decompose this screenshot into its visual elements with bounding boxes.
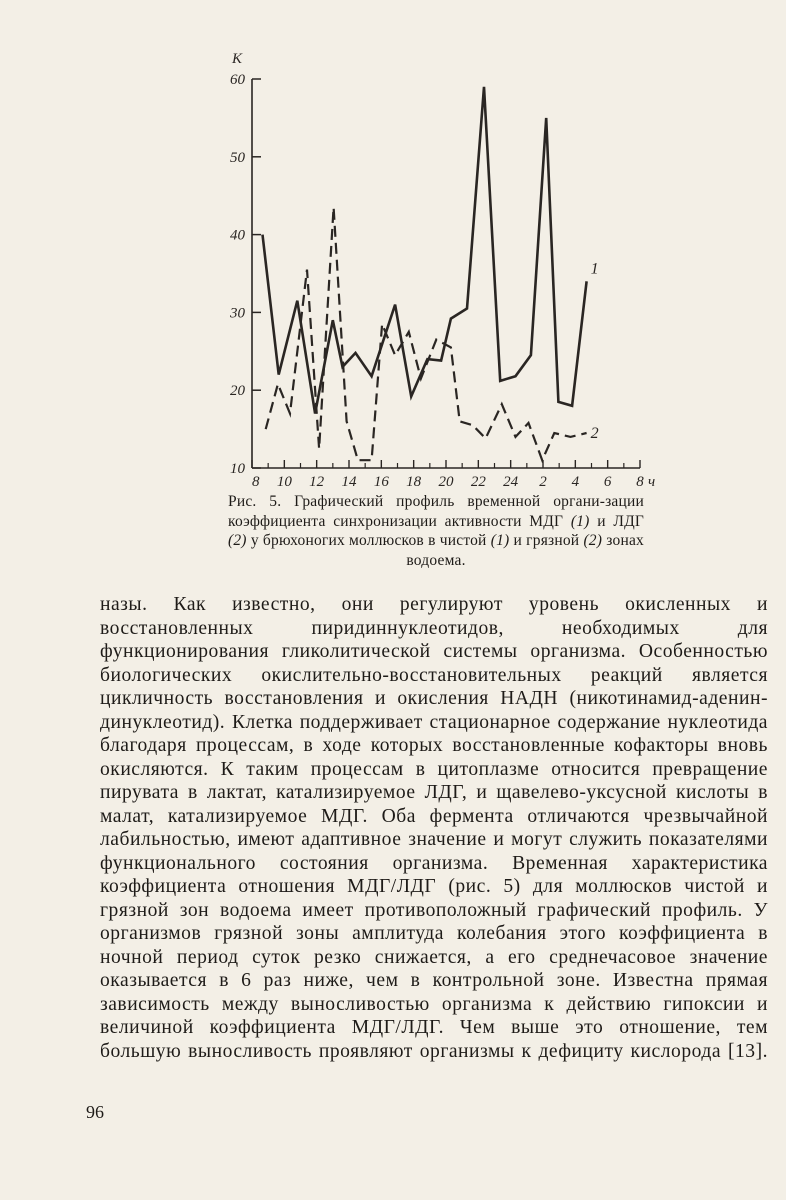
caption-part-4: у брюхоногих моллюсков в чистой — [246, 532, 491, 549]
x-tick-label: 18 — [406, 474, 422, 490]
y-tick-label: 10 — [230, 461, 245, 477]
series-1-label: 1 — [590, 260, 599, 278]
x-tick-label: 6 — [603, 474, 612, 490]
figure-5 — [0, 0, 786, 500]
caption-part-0: Рис. 5. Графический профиль временной органи-зации коэффициента синхронизации активности МДГ — [228, 493, 644, 530]
x-tick-label: 22 — [470, 474, 486, 490]
x-axis-unit: ч — [648, 474, 656, 490]
caption-part-2: и ЛДГ — [589, 512, 644, 530]
x-tick-label: 20 — [438, 474, 454, 490]
body-paragraph: назы. Как известно, они регулируют уровень окисленных и восстановленных пиридиннуклеотидов, необходимых для функционирования гликолитической системы организма. Особенностью биологических окислительно-восстановительных реакций является цикличность восстановления и окисления НАДН (никотинамид-аденин-динуклеотид). Клетка поддерживает стационарное содержание нуклеотида благодаря процессам, в ходе которых восстановленные кофакторы вновь окисляются. К таким процессам в цитоплазме относится превращение пирувата в лактат, катализируемое ЛДГ, и щавелево-уксусной кислоты в малат, катализируемое МДГ. Оба фермента отличаются чрезвычайной лабильностью, имеют адаптивное значение и могут служить показателями функционального состояния организма. Временная характеристика коэффициента отношения МДГ/ЛДГ (рис. 5) для моллюсков чистой и грязной зон водоема имеет противоположный графический профиль. У организмов грязной зоны амплитуда колебания этого коэффициента в ночной период суток резко снижается, а его среднечасовое значение оказывается в 6 раз ниже, чем в контрольной зоне. Известна прямая зависимость между выносливостью организма к действию гипоксии и величиной коэффициента МДГ/ЛДГ. Чем выше это отношение, тем большую выносливость проявляют организмы к дефициту кислорода [13]. — [100, 594, 768, 1062]
x-tick-label: 8 — [636, 474, 644, 490]
page-number: 96 — [86, 1102, 104, 1122]
x-tick-label: 2 — [539, 474, 547, 490]
x-tick-label: 8 — [252, 474, 260, 490]
x-tick-label: 4 — [571, 474, 580, 490]
caption-part-3: (2) — [228, 532, 247, 549]
caption-part-1: (1) — [570, 512, 590, 530]
y-axis-label: К — [232, 51, 242, 67]
x-tick-label: 12 — [309, 474, 325, 490]
figure-caption — [228, 492, 644, 570]
caption-part-8: зонах водоема. — [406, 532, 644, 569]
line-chart — [0, 0, 786, 500]
chart-axes — [252, 79, 640, 468]
y-tick-label: 20 — [230, 383, 245, 400]
caption-part-6: и грязной — [509, 532, 584, 549]
y-tick-label: 50 — [230, 149, 245, 166]
y-tick-label: 30 — [230, 305, 245, 322]
y-tick-label: 60 — [230, 72, 245, 88]
x-tick-label: 14 — [341, 474, 357, 490]
series-2-label: 2 — [590, 424, 599, 442]
x-tick-label: 10 — [276, 474, 292, 490]
y-tick-label: 40 — [230, 227, 245, 244]
x-tick-label: 24 — [503, 474, 519, 490]
series-1-line — [263, 87, 587, 414]
chart-labels — [229, 51, 655, 490]
caption-part-7: (2) — [583, 532, 603, 549]
caption-part-5: (1) — [490, 532, 510, 549]
chart-series — [262, 87, 586, 460]
x-tick-label: 16 — [373, 474, 389, 490]
